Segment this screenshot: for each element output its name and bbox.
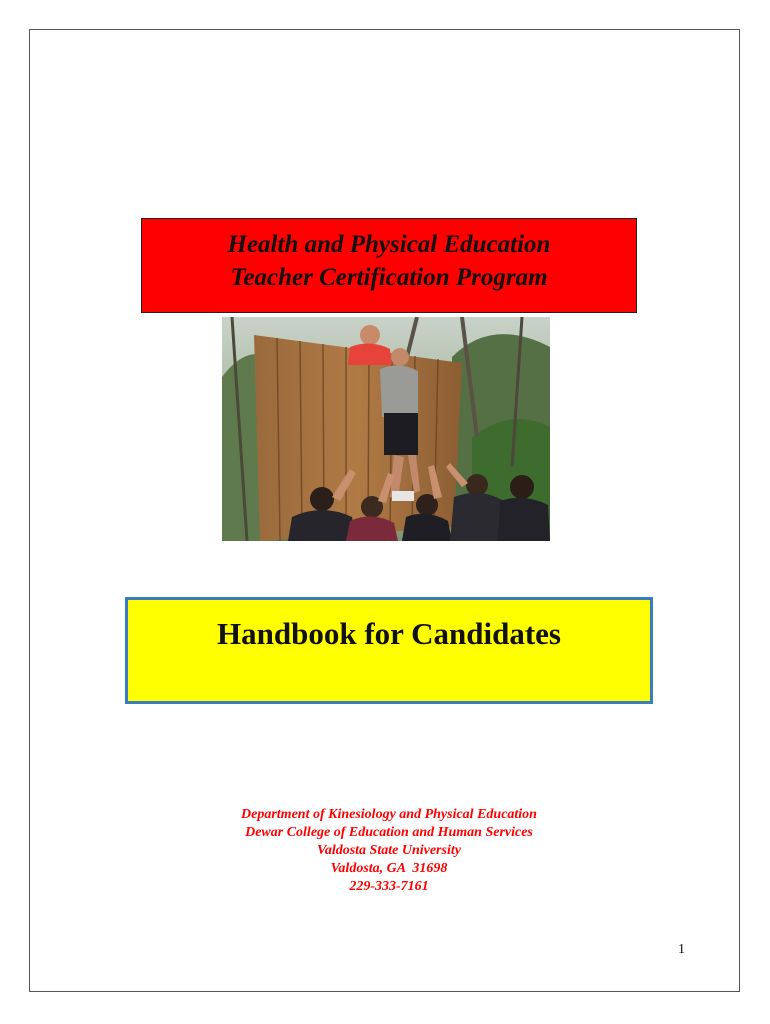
photo-team-wall-climb-icon [222, 317, 550, 541]
program-title-box [141, 218, 637, 313]
program-title-line1: Health and Physical Education [227, 231, 551, 258]
program-title-line2: Teacher Certification Program [230, 264, 548, 291]
address-line-city: Valdosta, GA 31698 [330, 861, 448, 876]
handbook-title-box [125, 597, 653, 704]
address-line-university: Valdosta State University [317, 843, 461, 858]
address-line-department: Department of Kinesiology and Physical Education [241, 807, 537, 822]
cover-photo [222, 317, 550, 541]
address-line-college: Dewar College of Education and Human Services [245, 825, 533, 840]
department-address-block [150, 806, 628, 896]
page-number: 1 [678, 942, 685, 957]
handbook-title: Handbook for Candidates [217, 616, 561, 651]
address-line-phone: 229-333-7161 [349, 879, 429, 894]
